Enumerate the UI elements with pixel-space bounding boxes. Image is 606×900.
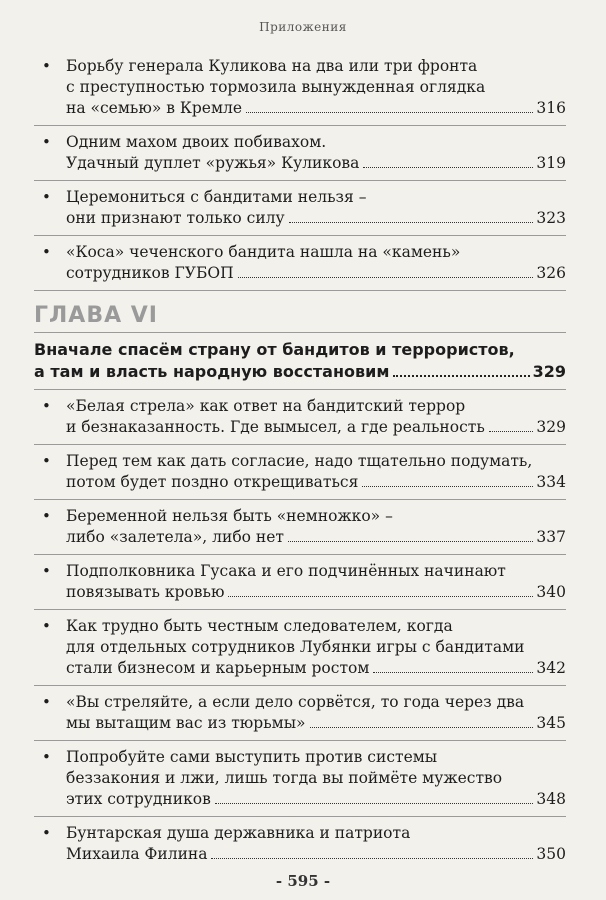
toc-entry-line: мы вытащим вас из тюрьмы» <box>66 714 306 732</box>
toc-entry-line: беззакония и лжи, лишь тогда вы поймёте мужество <box>66 769 503 787</box>
toc-entry-line: потом будет поздно открещиваться <box>66 473 359 491</box>
leader-dots <box>363 167 533 168</box>
toc-entry-line: Подполковника Гусака и его подчинённых начинают <box>66 562 506 580</box>
leader-dots <box>288 541 533 542</box>
bullet: • <box>42 748 51 766</box>
toc-entry <box>34 242 566 284</box>
separator <box>34 685 566 686</box>
page-ref: 340 <box>536 583 566 601</box>
page-ref: 350 <box>536 845 566 863</box>
chapter-title-line: Вначале спасём страну от бандитов и террористов, <box>34 340 515 359</box>
leader-dots <box>215 803 534 804</box>
separator <box>34 389 566 390</box>
separator <box>34 499 566 500</box>
toc-entry <box>34 187 566 229</box>
toc-entry <box>34 561 566 603</box>
separator <box>34 816 566 817</box>
bullet: • <box>42 617 51 635</box>
toc-entry <box>34 692 566 734</box>
leader-dots <box>289 222 534 223</box>
toc-entry <box>34 506 566 548</box>
toc-entry-line: стали бизнесом и карьерным ростом <box>66 659 370 677</box>
bullet: • <box>42 693 51 711</box>
separator <box>34 609 566 610</box>
page-ref: 326 <box>536 264 566 282</box>
toc-entry <box>34 396 566 438</box>
chapter-title <box>34 339 566 383</box>
toc-entry <box>34 747 566 810</box>
page-number: - 595 - <box>275 872 331 890</box>
toc-entry-line: «Белая стрела» как ответ на бандитский террор <box>66 397 466 415</box>
leader-dots <box>373 672 533 673</box>
leader-dots <box>246 112 533 113</box>
bullet: • <box>42 824 51 842</box>
leader-dots <box>393 375 529 377</box>
leader-dots <box>310 727 534 728</box>
toc-entry-line: на «семью» в Кремле <box>66 99 243 117</box>
bullet: • <box>42 397 51 415</box>
leader-dots <box>211 858 533 859</box>
toc-entry-line: они признают только силу <box>66 209 285 227</box>
toc-entry-line: с преступностью тормозила вынужденная оглядка <box>66 78 486 96</box>
bullet: • <box>42 188 51 206</box>
toc-entry-line: либо «залетела», либо нет <box>66 528 284 546</box>
separator <box>34 235 566 236</box>
separator <box>34 554 566 555</box>
toc-entry <box>34 451 566 493</box>
page-ref: 345 <box>536 714 566 732</box>
separator <box>34 332 566 333</box>
bullet: • <box>42 507 51 525</box>
toc-entry-line: Бунтарская душа державника и патриота <box>66 824 411 842</box>
bullet: • <box>42 133 51 151</box>
bullet: • <box>42 57 51 75</box>
leader-dots <box>489 431 534 432</box>
leader-dots <box>238 277 534 278</box>
toc-entry-line: Беременной нельзя быть «немножко» – <box>66 507 393 525</box>
separator <box>34 180 566 181</box>
page-ref: 334 <box>536 473 566 491</box>
bullet: • <box>42 562 51 580</box>
toc-entry-line: и безнаказанность. Где вымысел, а где реальность <box>66 418 485 436</box>
separator <box>34 444 566 445</box>
page-ref: 329 <box>536 418 566 436</box>
toc-entry-line: Попробуйте сами выступить против системы <box>66 748 438 766</box>
leader-dots <box>362 486 533 487</box>
toc-entry-line: «Вы стреляйте, а если дело сорвётся, то года через два <box>66 693 525 711</box>
toc-entry-line: Удачный дуплет «ружья» Куликова <box>66 154 360 172</box>
page-ref: 319 <box>536 154 566 172</box>
toc-entry-line: Церемониться с бандитами нельзя – <box>66 188 367 206</box>
toc-entry <box>34 616 566 679</box>
separator <box>34 125 566 126</box>
toc-entry-line: сотрудников ГУБОП <box>66 264 234 282</box>
page-ref: 342 <box>536 659 566 677</box>
toc-entry-line: Борьбу генерала Куликова на два или три фронта <box>66 57 478 75</box>
bullet: • <box>42 452 51 470</box>
page-ref: 323 <box>536 209 566 227</box>
bullet: • <box>42 243 51 261</box>
chapter-title-line: а там и власть народную восстановим <box>34 362 390 381</box>
toc-entry-line: Одним махом двоих побивахом. <box>66 133 327 151</box>
toc-entry-line: повязывать кровью <box>66 583 225 601</box>
toc-page <box>34 56 566 865</box>
chapter-label: ГЛАВА VI <box>34 303 158 328</box>
page-ref: 329 <box>532 362 566 381</box>
toc-entry-line: этих сотрудников <box>66 790 211 808</box>
toc-entry <box>34 132 566 174</box>
toc-entry <box>34 823 566 865</box>
separator <box>34 740 566 741</box>
page-ref: 316 <box>536 99 566 117</box>
separator <box>34 290 566 291</box>
leader-dots <box>228 596 533 597</box>
running-header: Приложения <box>259 20 347 34</box>
toc-entry-line: Как трудно быть честным следователем, когда <box>66 617 453 635</box>
toc-entry <box>34 56 566 119</box>
toc-entry-line: «Коса» чеченского бандита нашла на «камень» <box>66 243 461 261</box>
toc-entry-line: Михаила Филина <box>66 845 208 863</box>
page-ref: 348 <box>536 790 566 808</box>
toc-entry-line: для отдельных сотрудников Лубянки игры с бандитами <box>66 638 525 656</box>
page-ref: 337 <box>536 528 566 546</box>
toc-entry-line: Перед тем как дать согласие, надо тщательно подумать, <box>66 452 533 470</box>
